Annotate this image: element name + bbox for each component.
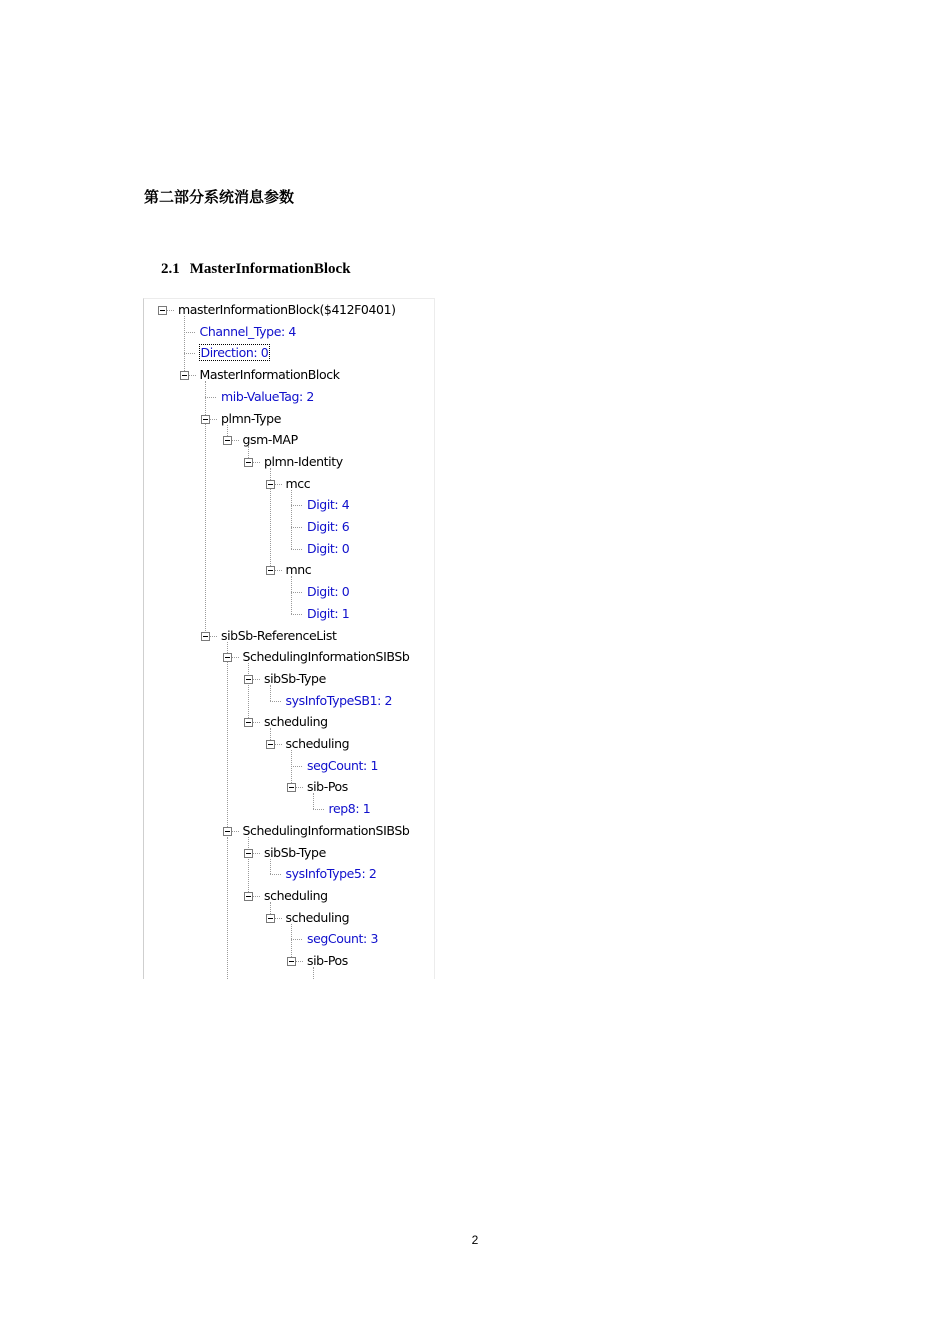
collapse-toggle-icon[interactable] (244, 458, 253, 467)
collapse-toggle-icon[interactable] (244, 718, 253, 727)
tree-branch-item[interactable] (286, 908, 350, 928)
tree-connector-line (291, 527, 302, 528)
tree-connector-line (270, 874, 281, 875)
tree-leaf-item[interactable] (307, 517, 349, 537)
tree-connector-line (227, 642, 228, 831)
tree-item-label: plmn-Identity (264, 453, 343, 469)
tree-connector-line (253, 679, 260, 680)
tree-connector-line (232, 440, 239, 441)
tree-item-label: MasterInformationBlock (199, 367, 340, 383)
tree-item-label: masterInformationBlock($412F0401) (178, 302, 396, 317)
tree-leaf-item[interactable] (307, 756, 378, 776)
tree-connector-line (291, 924, 292, 961)
tree-connector-line (291, 766, 302, 767)
collapse-toggle-icon[interactable] (266, 740, 275, 749)
tree-item-label: sib-Pos (307, 779, 348, 795)
tree-item-label: sibSb-Type (264, 670, 326, 686)
tree-item-label: Direction: 0 (200, 345, 269, 361)
tree-item-label: plmn-Type (221, 410, 281, 426)
part-title: 第二部分系统消息参数 (144, 188, 295, 206)
tree-connector-line (275, 484, 282, 485)
tree-item-label: Digit: 6 (307, 519, 350, 534)
tree-connector-line (270, 859, 271, 875)
tree-connector-line (275, 918, 282, 919)
tree-item-label: Channel_Type: 4 (199, 323, 296, 339)
collapse-toggle-icon[interactable] (201, 415, 210, 424)
tree-connector-line (184, 332, 195, 333)
collapse-toggle-icon[interactable] (266, 914, 275, 923)
tree-connector-line (270, 701, 281, 702)
tree-item-label: segCount: 1 (307, 757, 378, 773)
tree-connector-line (291, 750, 292, 787)
collapse-toggle-icon[interactable] (223, 436, 232, 445)
tree-connector-line (189, 375, 196, 376)
tree-branch-item[interactable] (286, 474, 311, 494)
tree-item-label: scheduling (285, 736, 350, 751)
tree-connector-line (227, 837, 228, 979)
collapse-toggle-icon[interactable] (201, 632, 210, 641)
page-number: 2 (471, 1233, 479, 1247)
tree-connector-line (248, 663, 249, 722)
tree-branch-item[interactable] (264, 669, 326, 689)
tree-branch-item[interactable] (243, 821, 410, 841)
tree-connector-line (184, 353, 195, 354)
collapse-toggle-icon[interactable] (287, 957, 296, 966)
collapse-toggle-icon[interactable] (244, 892, 253, 901)
tree-connector-line (210, 636, 217, 637)
tree-item-label: mcc (285, 475, 311, 491)
tree-item-label: segCount: 3 (307, 931, 378, 947)
section-number: 2.1 (161, 261, 180, 277)
tree-item-label: sibSb-ReferenceList (221, 627, 337, 643)
tree-item-label: Digit: 0 (307, 540, 350, 556)
tree-branch-item[interactable] (264, 843, 326, 863)
section-title: MasterInformationBlock (189, 261, 351, 277)
tree-branch-item[interactable] (221, 409, 281, 429)
tree-item-label: sibSb-Type (264, 844, 326, 860)
collapse-toggle-icon[interactable] (266, 566, 275, 575)
tree-leaf-item[interactable] (286, 691, 393, 711)
tree-branch-item[interactable] (286, 734, 350, 754)
tree-item-label: scheduling (264, 887, 328, 903)
tree-leaf-item[interactable] (307, 604, 349, 624)
collapse-toggle-icon[interactable] (287, 783, 296, 792)
collapse-toggle-icon[interactable] (223, 653, 232, 662)
tree-branch-item[interactable] (221, 626, 337, 646)
tree-branch-item[interactable] (286, 560, 312, 580)
tree-connector-line (210, 419, 217, 420)
tree-branch-item[interactable] (178, 300, 396, 320)
tree-leaf-item[interactable] (329, 799, 371, 819)
tree-connector-line (296, 961, 303, 962)
tree-item-label: rep8: 1 (328, 801, 371, 817)
tree-connector-line (167, 310, 174, 311)
tree-connector-line (291, 592, 302, 593)
tree-item-label: gsm-MAP (242, 432, 298, 448)
tree-item-label: sib-Pos (307, 953, 348, 968)
tree-item-label: sysInfoType5: 2 (285, 866, 377, 882)
tree-leaf-item[interactable] (307, 539, 349, 559)
tree-connector-line (296, 787, 303, 788)
tree-branch-item[interactable] (264, 452, 343, 472)
tree-connector-line (232, 831, 239, 832)
tree-item-label: scheduling (264, 714, 328, 730)
tree-connector-line (270, 685, 271, 701)
tree-connector-line (205, 397, 216, 398)
collapse-toggle-icon[interactable] (180, 371, 189, 380)
tree-connector-line (313, 793, 314, 809)
tree-connector-line (253, 853, 260, 854)
tree-connector-line (291, 549, 302, 550)
tree-connector-line (291, 505, 302, 506)
tree-leaf-item[interactable] (307, 582, 349, 602)
tree-branch-item[interactable] (243, 647, 410, 667)
section-heading (161, 261, 351, 278)
tree-connector-line (313, 967, 314, 979)
tree-item-label: Digit: 1 (307, 605, 350, 621)
tree-connector-line (313, 809, 324, 810)
tree-item-label: sysInfoTypeSB1: 2 (285, 692, 393, 708)
tree-item-label: Digit: 4 (307, 497, 350, 513)
collapse-toggle-icon[interactable] (223, 827, 232, 836)
collapse-toggle-icon[interactable] (244, 675, 253, 684)
tree-connector-line (291, 939, 302, 940)
tree-leaf-item[interactable] (200, 343, 270, 363)
tree-connector-line (291, 576, 292, 613)
tree-leaf-item[interactable] (221, 387, 314, 407)
collapse-toggle-icon[interactable] (158, 306, 167, 315)
collapse-toggle-icon[interactable] (266, 480, 275, 489)
tree-item-label: mib-ValueTag: 2 (221, 388, 314, 404)
tree-item-label: SchedulingInformationSIBSb (242, 649, 410, 665)
tree-connector-line (275, 744, 282, 745)
tree-connector-line (253, 896, 260, 897)
tree-connector-line (248, 837, 249, 896)
tree-leaf-item[interactable] (307, 929, 378, 949)
collapse-toggle-icon[interactable] (244, 849, 253, 858)
tree-connector-line (291, 614, 302, 615)
tree-connector-line (275, 570, 282, 571)
tree-branch-item[interactable] (200, 365, 340, 385)
tree-item-label: Digit: 0 (307, 584, 350, 600)
tree-connector-line (291, 490, 292, 549)
tree-leaf-item[interactable] (307, 495, 349, 515)
tree-connector-line (253, 722, 260, 723)
tree-connector-line (184, 316, 185, 375)
tree-connector-line (232, 657, 239, 658)
tree-item-label: SchedulingInformationSIBSb (242, 822, 410, 838)
tree-leaf-item[interactable] (286, 864, 377, 884)
tree-leaf-item[interactable] (200, 322, 296, 342)
tree-item-label: mnc (285, 562, 312, 578)
tree-branch-item[interactable] (264, 886, 328, 906)
message-tree-view[interactable] (143, 298, 435, 979)
tree-item-label: scheduling (285, 909, 350, 925)
tree-branch-item[interactable] (243, 430, 298, 450)
tree-branch-item[interactable] (264, 712, 328, 732)
tree-connector-line (253, 462, 260, 463)
